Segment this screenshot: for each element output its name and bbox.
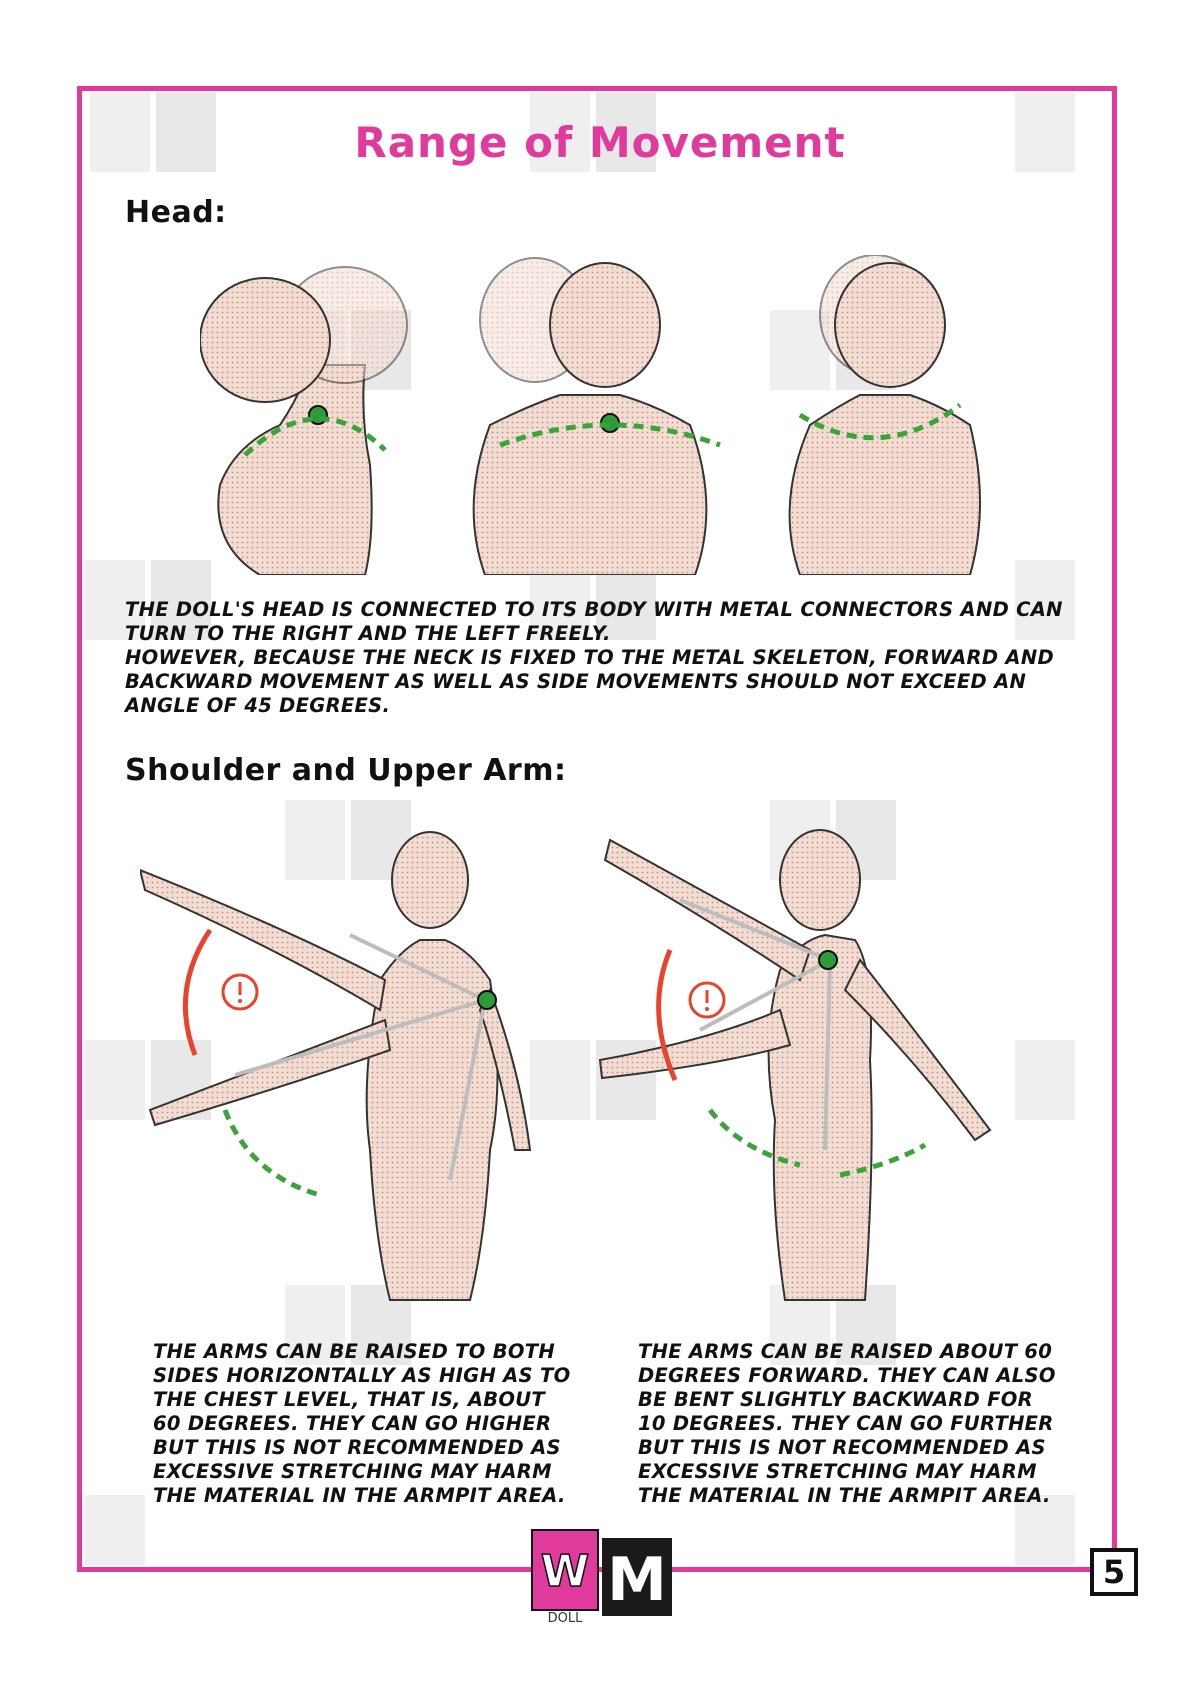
arm-left-description: [153, 1340, 603, 1508]
svg-text:W: W: [540, 1546, 590, 1597]
text-line: TURN TO THE RIGHT AND THE LEFT FREELY.: [125, 622, 611, 645]
pivot-dot-icon: [478, 991, 496, 1009]
brand-logo: [530, 1528, 676, 1624]
head-tilt-figure: [790, 255, 980, 575]
text-line: THE MATERIAL IN THE ARMPIT AREA.: [638, 1484, 1051, 1507]
text-line: HOWEVER, BECAUSE THE NECK IS FIXED TO THE METAL SKELETON, FORWARD AND: [125, 646, 1054, 669]
text-line: SIDES HORIZONTALLY AS HIGH AS TO: [153, 1364, 571, 1387]
text-line: THE CHEST LEVEL, THAT IS, ABOUT: [153, 1388, 545, 1411]
page-number: 5: [1090, 1548, 1138, 1596]
arm-section-heading: Shoulder and Upper Arm:: [125, 753, 567, 788]
text-line: BUT THIS IS NOT RECOMMENDED AS: [638, 1436, 1046, 1459]
text-line: DEGREES FORWARD. THEY CAN ALSO: [638, 1364, 1056, 1387]
text-line: 60 DEGREES. THEY CAN GO HIGHER: [153, 1412, 552, 1435]
text-line: ANGLE OF 45 DEGREES.: [125, 694, 391, 717]
svg-text:DOLL: DOLL: [547, 1611, 583, 1624]
arm-forward-raise-figure: [600, 830, 990, 1300]
head-movement-figures: [200, 255, 1010, 575]
text-line: THE DOLL'S HEAD IS CONNECTED TO ITS BODY WITH METAL CONNECTORS AND CAN: [125, 598, 1063, 621]
head-description: [125, 598, 1085, 718]
text-line: BE BENT SLIGHTLY BACKWARD FOR: [638, 1388, 1033, 1411]
range-arrow-icon: [185, 930, 210, 1055]
pivot-dot-icon: [819, 951, 837, 969]
text-line: EXCESSIVE STRETCHING MAY HARM: [638, 1460, 1037, 1483]
arm-right-description: [638, 1340, 1088, 1508]
warning-icon: [223, 975, 257, 1009]
text-line: 10 DEGREES. THEY CAN GO FURTHER: [638, 1412, 1054, 1435]
svg-text:M: M: [607, 1545, 667, 1615]
text-line: THE ARMS CAN BE RAISED ABOUT 60: [638, 1340, 1053, 1363]
text-line: THE MATERIAL IN THE ARMPIT AREA.: [153, 1484, 566, 1507]
page-title: Range of Movement: [354, 118, 846, 167]
text-line: THE ARMS CAN BE RAISED TO BOTH: [153, 1340, 555, 1363]
head-front-figure: [474, 258, 707, 575]
text-line: BUT THIS IS NOT RECOMMENDED AS: [153, 1436, 561, 1459]
head-section-heading: Head:: [125, 195, 227, 230]
text-line: EXCESSIVE STRETCHING MAY HARM: [153, 1460, 552, 1483]
warning-icon: [690, 983, 724, 1017]
text-line: BACKWARD MOVEMENT AS WELL AS SIDE MOVEMENTS SHOULD NOT EXCEED AN: [125, 670, 1027, 693]
arm-movement-figures: [140, 820, 1090, 1320]
range-arrow-icon: [225, 1110, 320, 1195]
